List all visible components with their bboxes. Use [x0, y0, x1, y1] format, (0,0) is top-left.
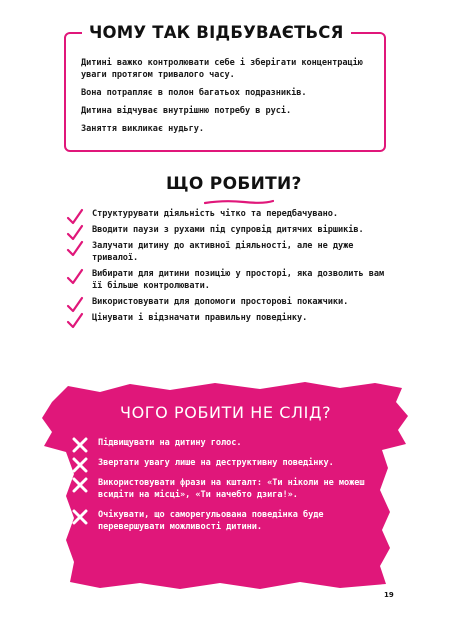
page-number: 19: [384, 591, 394, 599]
cross-icon: [72, 437, 88, 453]
dont-item-text: Очікувати, що саморегульована поведінка буде перевершувати можливості дитини.: [98, 510, 324, 532]
todo-item-text: Вибирати для дитини позицію у просторі, яка дозволить вам її більше контролювати.: [92, 269, 385, 291]
dont-item-text: Підвищувати на дитину голос.: [98, 438, 242, 448]
why-item: Дитина відчуває внутрішню потребу в русі.: [81, 106, 292, 116]
todo-heading: ЩО РОБИТИ?: [166, 174, 302, 194]
todo-item-text: Залучати дитину до активної діяльності, але не дуже тривалої.: [92, 241, 354, 263]
dont-item: [72, 437, 382, 449]
check-icon: [66, 268, 84, 286]
todo-heading-wrap: [166, 173, 302, 195]
check-icon: [66, 240, 84, 258]
todo-item: [66, 240, 386, 264]
dont-list: [72, 437, 382, 541]
check-icon: [66, 312, 84, 330]
todo-item-text: Структурувати діяльність чітко та передбачувано.: [92, 209, 338, 219]
todo-item: [66, 296, 386, 308]
why-heading: ЧОМУ ТАК ВІДБУВАЄТЬСЯ: [82, 23, 351, 43]
todo-item: [66, 224, 386, 236]
todo-item: [66, 268, 386, 292]
todo-item-text: Вводити паузи з рухами під супровід дитячих віршиків.: [92, 225, 364, 235]
cross-icon: [72, 509, 88, 525]
dont-heading: ЧОГО РОБИТИ НЕ СЛІД?: [120, 403, 332, 422]
todo-item-text: Використовувати для допомоги просторові покажчики.: [92, 297, 349, 307]
todo-item-text: Цінувати і відзначати правильну поведінку.: [92, 313, 308, 323]
why-item: Вона потрапляє в полон багатьох подразників.: [81, 88, 307, 98]
dont-item: [72, 457, 382, 469]
cross-icon: [72, 457, 88, 473]
dont-item: [72, 509, 382, 533]
why-item: Дитині важко контролювати себе і зберігати концентрацію уваги протягом тривалого часу.: [81, 58, 363, 80]
cross-icon: [72, 477, 88, 493]
dont-item: [72, 477, 382, 501]
todo-item: [66, 208, 386, 220]
dont-item-text: Звертати увагу лише на деструктивну поведінку.: [98, 458, 334, 468]
why-item: Заняття викликає нудьгу.: [81, 124, 204, 134]
todo-item: [66, 312, 386, 324]
underline-stroke: [204, 199, 274, 205]
dont-item-text: Використовувати фрази на кшталт: «Ти ніколи не можеш всидіти на місці», «Ти начебто дзига!».: [98, 478, 365, 500]
todo-list: [66, 208, 386, 328]
why-list: [81, 57, 381, 141]
